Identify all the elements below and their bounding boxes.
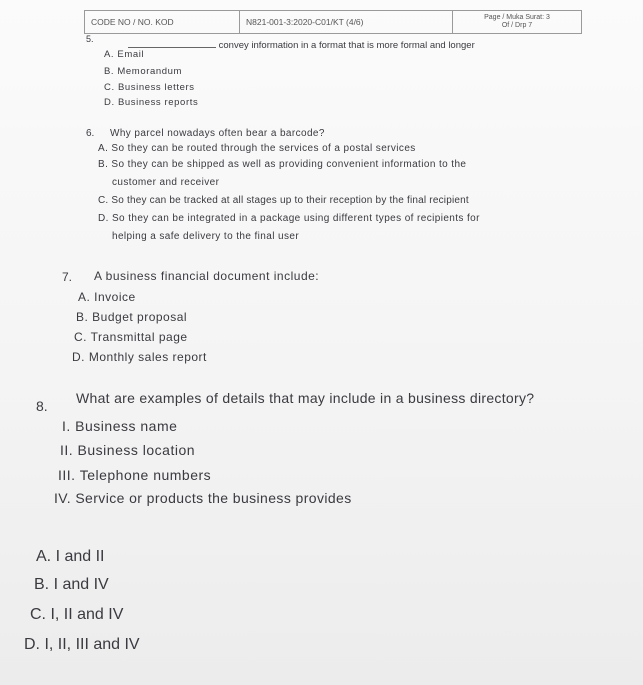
q5-option-d: D. Business reports <box>104 97 199 108</box>
q8-number: 8. <box>36 398 48 414</box>
page-of: Of / Drp 7 <box>501 22 533 29</box>
q8-option-d: D. I, II, III and IV <box>24 636 140 653</box>
q7-option-d: D. Monthly sales report <box>72 350 207 364</box>
q8-option-c: C. I, II and IV <box>30 606 124 623</box>
q5-stem <box>128 38 475 51</box>
q8-item-iii: III. Telephone numbers <box>58 467 212 483</box>
q6-option-c: C. So they can be tracked at all stages up to their reception by the final recipient <box>98 195 469 206</box>
q7-number: 7. <box>62 270 73 284</box>
code-label: CODE NO / NO. KOD <box>85 11 240 33</box>
q5-option-a: A. Email <box>104 49 145 60</box>
q7-option-b: B. Budget proposal <box>76 310 188 324</box>
q5-blank <box>128 38 216 48</box>
q6-text: Why parcel nowadays often bear a barcode? <box>110 128 325 139</box>
q7-text: A business financial document include: <box>94 269 320 283</box>
page-header <box>84 10 582 34</box>
course-code: N821-001-3:2020-C01/KT (4/6) <box>240 11 453 33</box>
q6-option-b: B. So they can be shipped as well as providing convenient information to the <box>98 159 467 170</box>
q6-option-d: D. So they can be integrated in a package using different types of recipients for <box>98 213 480 224</box>
q7-option-c: C. Transmittal page <box>74 330 188 344</box>
q5-option-b: B. Memorandum <box>104 66 183 77</box>
page-number <box>453 11 581 33</box>
q5-option-c: C. Business letters <box>104 82 195 93</box>
page-label: Page / Muka Surat: 3 <box>484 14 550 21</box>
q6-option-a: A. So they can be routed through the services of a postal services <box>98 143 416 154</box>
q6-number: 6. <box>86 128 95 139</box>
q8-item-i: I. Business name <box>62 418 178 434</box>
q5-text: convey information in a format that is more formal and longer <box>218 40 475 51</box>
q8-item-ii: II. Business location <box>60 442 196 458</box>
q8-option-a: A. I and II <box>36 548 105 565</box>
q8-text: What are examples of details that may include in a business directory? <box>76 390 535 406</box>
q6-option-b-continued: customer and receiver <box>112 177 220 188</box>
q8-option-b: B. I and IV <box>34 576 109 593</box>
q8-item-iv: IV. Service or products the business provides <box>54 490 352 506</box>
q5-number: 5. <box>86 34 94 44</box>
q7-option-a: A. Invoice <box>78 290 136 304</box>
q6-option-d-continued: helping a safe delivery to the final user <box>112 231 300 242</box>
